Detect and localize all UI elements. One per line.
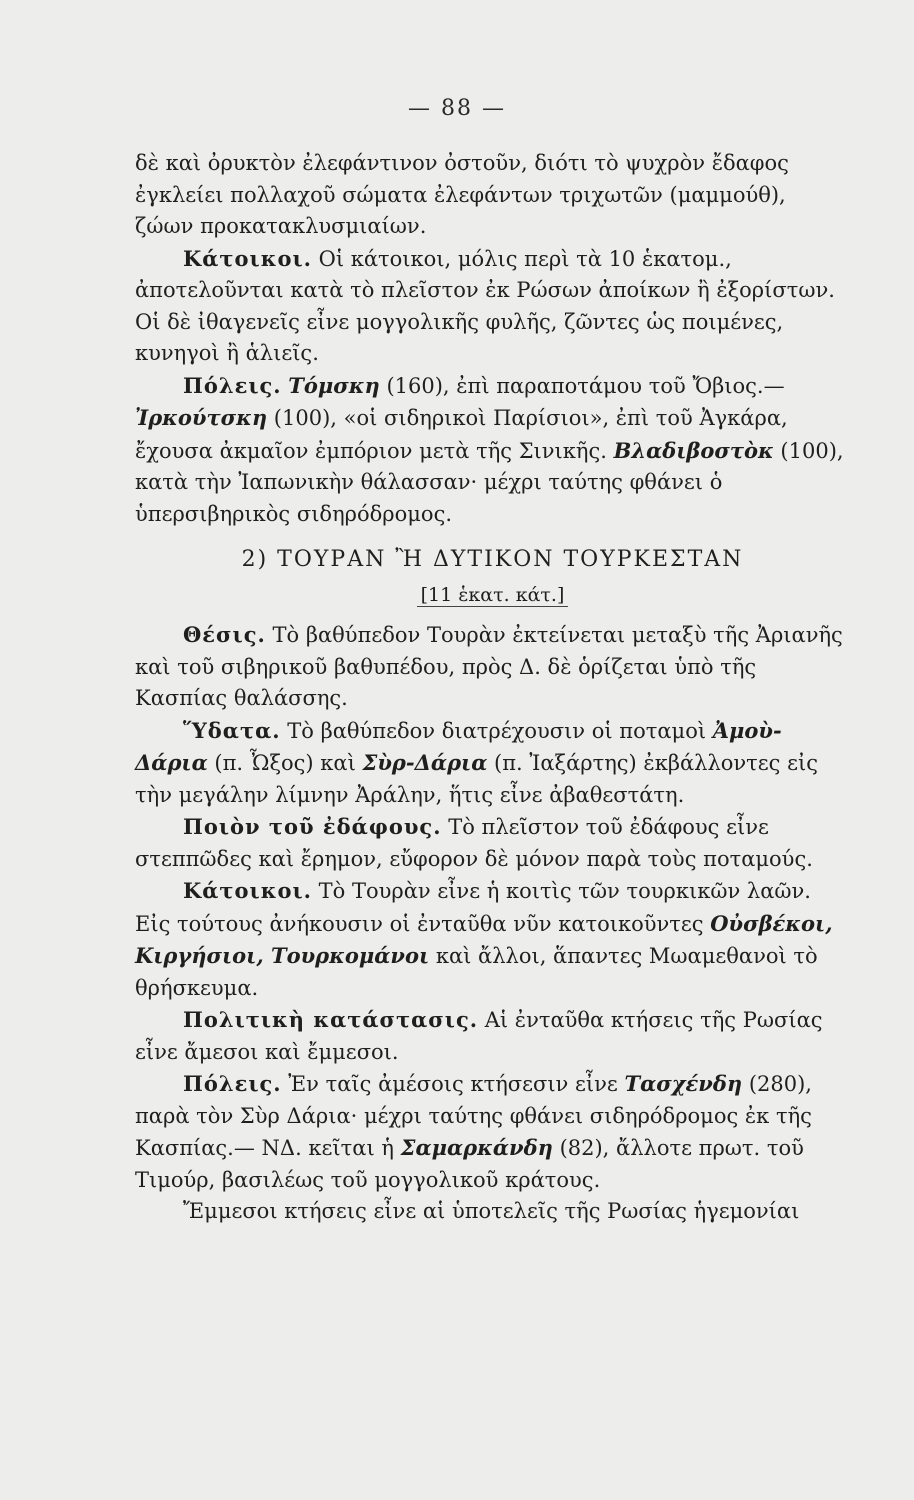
river-amu-darya: Ἀμοὺ-Δάρια — [135, 717, 782, 775]
page-number: — 88 — — [408, 96, 506, 121]
cities-text-2: (100), «οἱ σιδηρικοὶ Παρίσιοι», ἐπὶ τοῦ Ἀγκάρα, ἔχουσα ἀκμαῖον ἐμπόριον μετὰ τῆς Σινικῆς. — [135, 406, 788, 463]
cities-turan-text-3: (82), ἄλλοτε πρωτ. τοῦ Τιμούρ, βασιλέως τοῦ μογγολικοῦ κράτους. — [135, 1136, 804, 1192]
peoples-list: Οὐσβέκοι, Κιργήσιοι, Τουρκομάνοι — [135, 910, 833, 968]
heading-cities-turan: Πόλεις. — [183, 1071, 282, 1096]
inhabitants-turan-text-1: Τὸ Τουρὰν εἶνε ἡ κοιτὶς τῶν τουρκικῶν λαῶν. Εἰς τούτους ἀνήκουσιν οἱ ἐνταῦθα νῦν κατοικοῦντες — [135, 879, 811, 936]
heading-soil: Ποιὸν τοῦ ἐδάφους. — [183, 814, 442, 839]
population-note: [11 ἑκατ. κάτ.] — [417, 584, 569, 607]
heading-waters: Ὕδατα. — [183, 717, 281, 743]
city-vladivostok: Βλαδιβοστὸκ — [613, 437, 774, 463]
heading-inhabitants: Κάτοικοι. — [183, 245, 312, 271]
soil-text: Τὸ πλεῖστον τοῦ ἐδάφους εἶνε στεππῶδες καὶ ἔρημον, εὔφορον δὲ μόνον παρὰ τοὺς ποταμούς. — [135, 815, 813, 871]
waters-text-3: (π. Ἰαξάρτης) ἐκβάλλοντες εἰς τὴν μεγάλην λίμνην Ἀράλην, ἥτις εἶνε ἀβαθεστάτη. — [135, 751, 818, 807]
inhabitants-turan-text-2: καὶ ἄλλοι, ἅπαντες Μωαμεθανοὶ τὸ θρήσκευμα. — [135, 944, 818, 1000]
body-text — [135, 148, 850, 1228]
paragraph-cities-turan — [135, 1068, 850, 1196]
cities-turan-text-2: (280), παρὰ τὸν Σὺρ Δάρια· μέχρι ταύτης φθάνει σιδηρόδρομος ἐκ τῆς Κασπίας.— ΝΔ. κεῖται ἡ — [135, 1072, 812, 1160]
paragraph-cities-siberia — [135, 370, 850, 531]
paragraph-position — [135, 619, 850, 715]
heading-cities: Πόλεις. — [183, 372, 282, 398]
city-tomsk: Τόμσκη — [288, 372, 380, 398]
paragraph-inhabitants-siberia — [135, 243, 850, 370]
inhabitants-text: Οἱ κάτοικοι, μόλις περὶ τὰ 10 ἑκατομ., ἀποτελοῦνται κατὰ τὸ πλεῖστον ἐκ Ρώσων ἀποίκων ἢ ἐξορίστων. Οἱ δὲ ἰθαγενεῖς εἶνε μογγολικῆς φυλῆς, ζῶντες ὡς ποιμένες, κυνηγοὶ ἢ ἁλιεῖς. — [135, 246, 835, 365]
paragraph-inhabitants-turan — [135, 875, 850, 1004]
cities-turan-text-1: Ἐν ταῖς ἀμέσοις κτήσεσιν εἶνε — [281, 1072, 625, 1096]
paragraph-waters — [135, 715, 850, 812]
political-text: Αἱ ἐνταῦθα κτήσεις τῆς Ρωσίας εἶνε ἄμεσοι καὶ ἔμμεσοι. — [135, 1008, 823, 1064]
waters-text-1: Τὸ βαθύπεδον διατρέχουσιν οἱ ποταμοὶ — [280, 718, 713, 743]
section-title-turan: 2) ΤΟΥΡΑΝ Ἢ ΔΥΤΙΚΟΝ ΤΟΥΡΚΕΣΤΑΝ — [241, 547, 744, 572]
city-irkutsk: Ἰρκούτσκη — [135, 405, 268, 430]
river-syr-darya: Σὺρ-Δάρια — [362, 750, 488, 775]
waters-text-2: (π. Ὦξος) καὶ — [207, 751, 363, 775]
paragraph-mammoth: δὲ καὶ ὀρυκτὸν ἐλεφάντινον ὀστοῦν, διότι τὸ ψυχρὸν ἔδαφος ἐγκλείει πολλαχοῦ σώματα ἐλεφάντων τριχωτῶν (μαμμούθ), ζώων προκατακλυσμιαίων. — [135, 151, 789, 238]
heading-political: Πολιτικὴ κατάστασις. — [183, 1007, 479, 1032]
paragraph-indirect-possessions: Ἔμμεσοι κτήσεις εἶνε αἱ ὑποτελεῖς τῆς Ρωσίας ἡγεμονίαι — [183, 1199, 800, 1223]
paragraph-political — [135, 1004, 850, 1068]
position-text: Τὸ βαθύπεδον Τουρὰν ἐκτείνεται μεταξὺ τῆς Ἀριανῆς καὶ τοῦ σιβηρικοῦ βαθυπέδου, πρὸς Δ. δὲ ὁρίζεται ὑπὸ τῆς Κασπίας θαλάσσης. — [135, 623, 843, 710]
heading-inhabitants-turan: Κάτοικοι. — [183, 878, 312, 903]
city-samarkand: Σαμαρκάνδη — [400, 1135, 553, 1160]
cities-text-3: (100), κατὰ τὴν Ἰαπωνικὴν θάλασσαν· μέχρι ταύτης φθάνει ὁ ὑπερσιβηρικὸς σιδηρόδρομος. — [135, 438, 844, 526]
cities-text-1: (160), ἐπὶ παραποτάμου τοῦ Ὄβιος.— — [379, 373, 785, 398]
heading-position: Θέσις. — [183, 622, 266, 647]
section-subtitle-population — [135, 580, 850, 612]
paragraph-soil — [135, 811, 850, 875]
city-tashkent: Τασχένδη — [624, 1071, 743, 1096]
